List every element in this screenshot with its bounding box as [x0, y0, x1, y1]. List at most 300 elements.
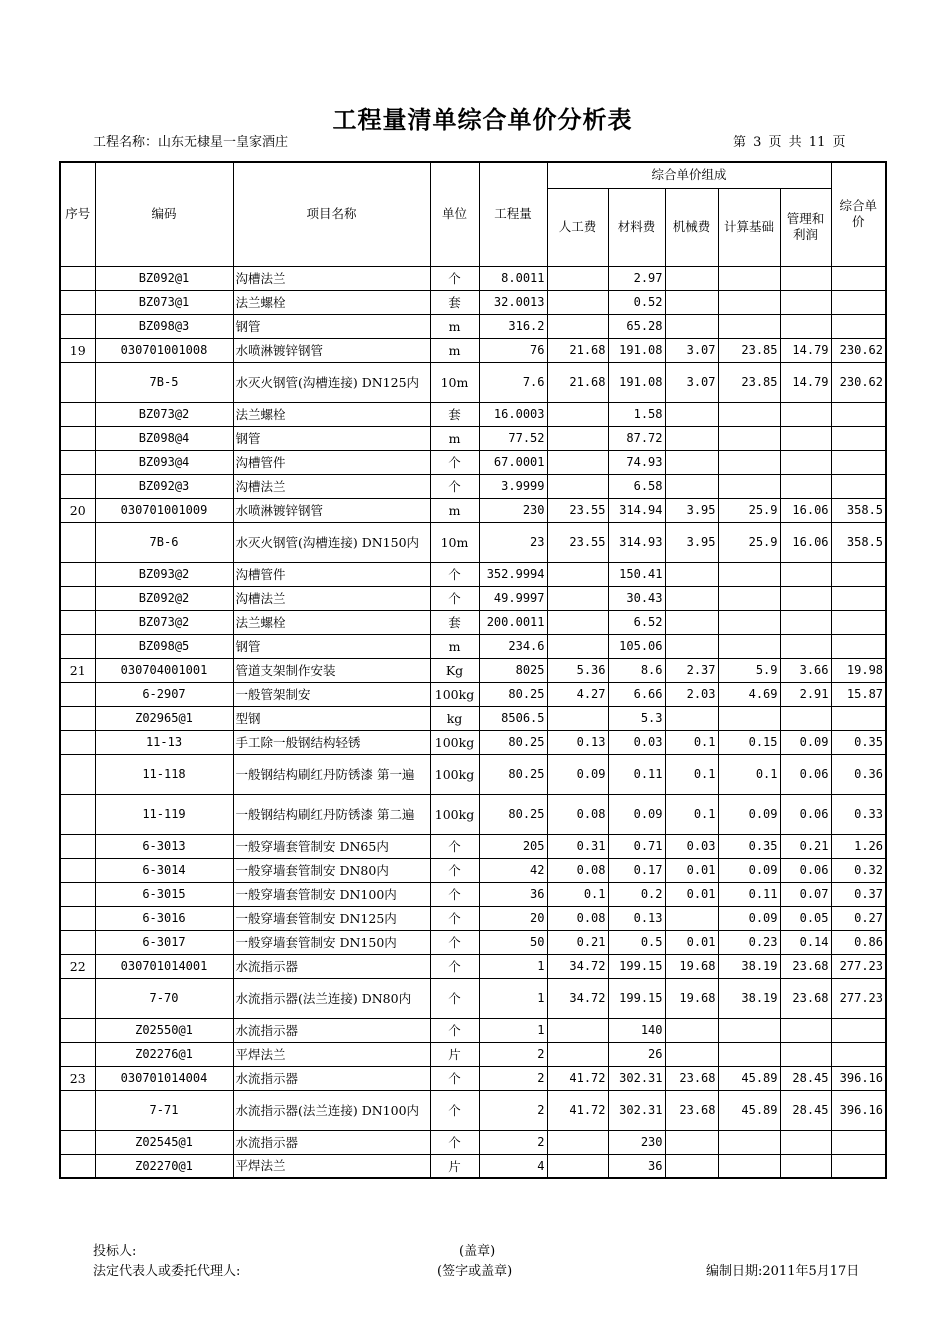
total-cell [831, 634, 886, 658]
machine-cell [665, 634, 718, 658]
name-cell: 一般管架制安 [233, 682, 430, 706]
unit-cell: 片 [430, 1154, 479, 1178]
material-cell: 191.08 [608, 362, 665, 402]
mgmt-cell [780, 706, 831, 730]
unit-cell: m [430, 498, 479, 522]
seq-cell [60, 586, 95, 610]
seq-cell [60, 906, 95, 930]
table-row [60, 954, 886, 978]
material-cell: 6.58 [608, 474, 665, 498]
base-cell: 38.19 [718, 954, 780, 978]
name-cell: 一般钢结构刷红丹防锈漆 第一遍 [233, 754, 430, 794]
sign-label: (签字或盖章) [437, 1264, 513, 1279]
seq-cell [60, 402, 95, 426]
base-cell: 38.19 [718, 978, 780, 1018]
code-cell: 6-3013 [95, 834, 233, 858]
qty-cell: 42 [479, 858, 547, 882]
labor-cell: 34.72 [547, 978, 608, 1018]
table-row [60, 610, 886, 634]
base-cell: 45.89 [718, 1090, 780, 1130]
header-machine: 机械费 [665, 188, 718, 266]
base-cell: 4.69 [718, 682, 780, 706]
code-cell: 6-3014 [95, 858, 233, 882]
base-cell [718, 314, 780, 338]
seq-cell [60, 730, 95, 754]
mgmt-cell: 23.68 [780, 978, 831, 1018]
code-cell: 6-3016 [95, 906, 233, 930]
table-row [60, 426, 886, 450]
material-cell: 0.09 [608, 794, 665, 834]
material-cell: 0.5 [608, 930, 665, 954]
qty-cell: 67.0001 [479, 450, 547, 474]
labor-cell: 21.68 [547, 338, 608, 362]
labor-cell [547, 266, 608, 290]
code-cell: BZ098@5 [95, 634, 233, 658]
total-cell: 396.16 [831, 1090, 886, 1130]
qty-cell: 32.0013 [479, 290, 547, 314]
base-cell [718, 426, 780, 450]
code-cell: Z02270@1 [95, 1154, 233, 1178]
base-cell: 0.1 [718, 754, 780, 794]
name-cell: 水流指示器 [233, 1066, 430, 1090]
unit-cell: 100kg [430, 730, 479, 754]
machine-cell: 2.37 [665, 658, 718, 682]
material-cell: 199.15 [608, 954, 665, 978]
mgmt-cell [780, 474, 831, 498]
labor-cell: 5.36 [547, 658, 608, 682]
material-cell: 6.52 [608, 610, 665, 634]
unit-cell: 10m [430, 522, 479, 562]
labor-cell [547, 562, 608, 586]
qty-cell: 2 [479, 1066, 547, 1090]
name-cell: 水喷淋镀锌钢管 [233, 338, 430, 362]
material-cell: 26 [608, 1042, 665, 1066]
labor-cell [547, 450, 608, 474]
table-row [60, 882, 886, 906]
mgmt-cell [780, 402, 831, 426]
code-cell: BZ092@2 [95, 586, 233, 610]
material-cell: 87.72 [608, 426, 665, 450]
qty-cell: 352.9994 [479, 562, 547, 586]
table-row [60, 730, 886, 754]
code-cell: BZ073@2 [95, 402, 233, 426]
base-cell: 25.9 [718, 522, 780, 562]
machine-cell [665, 1018, 718, 1042]
name-cell: 一般穿墙套管制安 DN65内 [233, 834, 430, 858]
labor-cell: 0.21 [547, 930, 608, 954]
table-row [60, 754, 886, 794]
base-cell: 0.35 [718, 834, 780, 858]
material-cell: 0.71 [608, 834, 665, 858]
unit-cell: 个 [430, 834, 479, 858]
name-cell: 水流指示器(法兰连接) DN80内 [233, 978, 430, 1018]
unit-cell: 个 [430, 1130, 479, 1154]
qty-cell: 8506.5 [479, 706, 547, 730]
seq-cell [60, 1090, 95, 1130]
table-row [60, 1154, 886, 1178]
seq-cell [60, 1018, 95, 1042]
table-row [60, 706, 886, 730]
table-row [60, 362, 886, 402]
material-cell: 1.58 [608, 402, 665, 426]
material-cell: 30.43 [608, 586, 665, 610]
table-row [60, 682, 886, 706]
code-cell: 11-119 [95, 794, 233, 834]
labor-cell: 4.27 [547, 682, 608, 706]
machine-cell: 0.01 [665, 858, 718, 882]
code-cell: 7B-6 [95, 522, 233, 562]
code-cell: 030701014001 [95, 954, 233, 978]
labor-cell: 0.08 [547, 858, 608, 882]
code-cell: 7-71 [95, 1090, 233, 1130]
mgmt-cell [780, 1042, 831, 1066]
unit-cell: 片 [430, 1042, 479, 1066]
seq-cell [60, 978, 95, 1018]
material-cell: 0.17 [608, 858, 665, 882]
base-cell [718, 1018, 780, 1042]
name-cell: 水流指示器 [233, 954, 430, 978]
code-cell: Z02965@1 [95, 706, 233, 730]
total-cell [831, 266, 886, 290]
unit-cell: 个 [430, 858, 479, 882]
labor-cell [547, 706, 608, 730]
total-cell [831, 290, 886, 314]
table-row [60, 834, 886, 858]
table-row [60, 978, 886, 1018]
code-cell: BZ092@1 [95, 266, 233, 290]
seq-cell [60, 634, 95, 658]
name-cell: 沟槽管件 [233, 450, 430, 474]
table-row [60, 1018, 886, 1042]
name-cell: 一般穿墙套管制安 DN80内 [233, 858, 430, 882]
qty-cell: 234.6 [479, 634, 547, 658]
total-cell: 358.5 [831, 522, 886, 562]
code-cell: BZ093@2 [95, 562, 233, 586]
name-cell: 沟槽管件 [233, 562, 430, 586]
unit-cell: 个 [430, 930, 479, 954]
labor-cell: 21.68 [547, 362, 608, 402]
base-cell: 0.11 [718, 882, 780, 906]
material-cell: 65.28 [608, 314, 665, 338]
mgmt-cell [780, 562, 831, 586]
labor-cell: 0.13 [547, 730, 608, 754]
name-cell: 钢管 [233, 314, 430, 338]
unit-cell: m [430, 426, 479, 450]
qty-cell: 36 [479, 882, 547, 906]
total-cell [831, 402, 886, 426]
material-cell: 0.11 [608, 754, 665, 794]
base-cell [718, 450, 780, 474]
table-row [60, 562, 886, 586]
code-cell: Z02276@1 [95, 1042, 233, 1066]
header-mgmt: 管理和利润 [780, 188, 831, 266]
unit-cell: kg [430, 706, 479, 730]
labor-cell: 0.09 [547, 754, 608, 794]
code-cell: BZ073@2 [95, 610, 233, 634]
qty-cell: 4 [479, 1154, 547, 1178]
table-row [60, 450, 886, 474]
machine-cell [665, 906, 718, 930]
qty-cell: 80.25 [479, 794, 547, 834]
name-cell: 水灭火钢管(沟槽连接) DN150内 [233, 522, 430, 562]
bidder-label: 投标人: [93, 1244, 137, 1259]
name-cell: 管道支架制作安装 [233, 658, 430, 682]
seq-cell [60, 858, 95, 882]
total-cell: 1.26 [831, 834, 886, 858]
name-cell: 平焊法兰 [233, 1042, 430, 1066]
header-base: 计算基础 [718, 188, 780, 266]
table-row [60, 634, 886, 658]
code-cell: 6-2907 [95, 682, 233, 706]
name-cell: 沟槽法兰 [233, 474, 430, 498]
name-cell: 水流指示器 [233, 1130, 430, 1154]
total-cell: 0.35 [831, 730, 886, 754]
labor-cell: 23.55 [547, 498, 608, 522]
unit-cell: 100kg [430, 794, 479, 834]
header-name: 项目名称 [233, 162, 430, 266]
name-cell: 型钢 [233, 706, 430, 730]
mgmt-cell: 0.07 [780, 882, 831, 906]
seq-cell [60, 474, 95, 498]
base-cell [718, 1130, 780, 1154]
machine-cell [665, 706, 718, 730]
machine-cell: 3.95 [665, 522, 718, 562]
code-cell: 7B-5 [95, 362, 233, 402]
name-cell: 一般钢结构刷红丹防锈漆 第二遍 [233, 794, 430, 834]
machine-cell: 19.68 [665, 978, 718, 1018]
seq-cell [60, 426, 95, 450]
base-cell: 23.85 [718, 362, 780, 402]
labor-cell [547, 402, 608, 426]
labor-cell [547, 634, 608, 658]
code-cell: 030701014004 [95, 1066, 233, 1090]
table-header [60, 162, 886, 266]
machine-cell [665, 1130, 718, 1154]
code-cell: BZ098@4 [95, 426, 233, 450]
material-cell: 314.94 [608, 498, 665, 522]
code-cell: 6-3017 [95, 930, 233, 954]
material-cell: 36 [608, 1154, 665, 1178]
unit-cell: 个 [430, 474, 479, 498]
total-cell: 358.5 [831, 498, 886, 522]
machine-cell [665, 1042, 718, 1066]
labor-cell [547, 474, 608, 498]
unit-cell: 个 [430, 1066, 479, 1090]
seq-cell [60, 682, 95, 706]
seq-cell [60, 314, 95, 338]
unit-cell: 套 [430, 290, 479, 314]
mgmt-cell [780, 426, 831, 450]
qty-cell: 23 [479, 522, 547, 562]
seq-cell [60, 610, 95, 634]
total-cell: 396.16 [831, 1066, 886, 1090]
total-cell [831, 314, 886, 338]
total-cell [831, 610, 886, 634]
unit-cell: 个 [430, 882, 479, 906]
seq-cell [60, 1130, 95, 1154]
total-cell: 0.32 [831, 858, 886, 882]
code-cell: BZ073@1 [95, 290, 233, 314]
mgmt-cell: 14.79 [780, 362, 831, 402]
material-cell: 74.93 [608, 450, 665, 474]
qty-cell: 49.9997 [479, 586, 547, 610]
qty-cell: 2 [479, 1042, 547, 1066]
table-body [60, 266, 886, 1178]
header-material: 材料费 [608, 188, 665, 266]
header-price-composition: 综合单价组成 [547, 162, 831, 188]
base-cell [718, 634, 780, 658]
material-cell: 2.97 [608, 266, 665, 290]
name-cell: 沟槽法兰 [233, 586, 430, 610]
unit-cell: 个 [430, 450, 479, 474]
unit-cell: 个 [430, 906, 479, 930]
total-cell: 230.62 [831, 362, 886, 402]
code-cell: BZ098@3 [95, 314, 233, 338]
name-cell: 水喷淋镀锌钢管 [233, 498, 430, 522]
code-cell: 030704001001 [95, 658, 233, 682]
unit-cell: 个 [430, 562, 479, 586]
project-name: 工程名称：山东无棣星一皇家酒庄 [93, 135, 289, 150]
base-cell [718, 706, 780, 730]
header-qty: 工程量 [479, 162, 547, 266]
qty-cell: 230 [479, 498, 547, 522]
labor-cell [547, 610, 608, 634]
total-cell [831, 1154, 886, 1178]
mgmt-cell: 0.06 [780, 754, 831, 794]
material-cell: 150.41 [608, 562, 665, 586]
material-cell: 140 [608, 1018, 665, 1042]
table-row [60, 522, 886, 562]
name-cell: 一般穿墙套管制安 DN125内 [233, 906, 430, 930]
material-cell: 5.3 [608, 706, 665, 730]
mgmt-cell [780, 266, 831, 290]
base-cell: 25.9 [718, 498, 780, 522]
base-cell [718, 290, 780, 314]
total-cell: 277.23 [831, 954, 886, 978]
unit-cell: 个 [430, 586, 479, 610]
total-cell [831, 706, 886, 730]
labor-cell [547, 290, 608, 314]
name-cell: 法兰螺栓 [233, 610, 430, 634]
total-cell: 0.33 [831, 794, 886, 834]
machine-cell: 23.68 [665, 1090, 718, 1130]
total-cell [831, 1018, 886, 1042]
base-cell: 0.23 [718, 930, 780, 954]
seq-cell: 19 [60, 338, 95, 362]
code-cell: 030701001008 [95, 338, 233, 362]
base-cell: 5.9 [718, 658, 780, 682]
machine-cell [665, 1154, 718, 1178]
legal-rep-label: 法定代表人或委托代理人: [93, 1264, 241, 1279]
name-cell: 平焊法兰 [233, 1154, 430, 1178]
machine-cell [665, 426, 718, 450]
total-cell: 15.87 [831, 682, 886, 706]
page-title: 工程量清单综合单价分析表 [332, 105, 633, 134]
material-cell: 105.06 [608, 634, 665, 658]
mgmt-cell [780, 314, 831, 338]
header-seq: 序号 [60, 162, 95, 266]
qty-cell: 2 [479, 1090, 547, 1130]
seq-cell: 22 [60, 954, 95, 978]
qty-cell: 20 [479, 906, 547, 930]
total-cell: 19.98 [831, 658, 886, 682]
mgmt-cell: 28.45 [780, 1066, 831, 1090]
code-cell: 6-3015 [95, 882, 233, 906]
mgmt-cell: 0.09 [780, 730, 831, 754]
mgmt-cell [780, 610, 831, 634]
code-cell: 030701001009 [95, 498, 233, 522]
name-cell: 水灭火钢管(沟槽连接) DN125内 [233, 362, 430, 402]
name-cell: 一般穿墙套管制安 DN150内 [233, 930, 430, 954]
mgmt-cell [780, 1154, 831, 1178]
mgmt-cell: 16.06 [780, 522, 831, 562]
machine-cell: 19.68 [665, 954, 718, 978]
code-cell: 7-70 [95, 978, 233, 1018]
table-row [60, 266, 886, 290]
qty-cell: 80.25 [479, 730, 547, 754]
name-cell: 法兰螺栓 [233, 402, 430, 426]
qty-cell: 316.2 [479, 314, 547, 338]
material-cell: 199.15 [608, 978, 665, 1018]
total-cell [831, 426, 886, 450]
mgmt-cell [780, 290, 831, 314]
name-cell: 法兰螺栓 [233, 290, 430, 314]
analysis-table [59, 161, 887, 1179]
name-cell: 水流指示器 [233, 1018, 430, 1042]
total-cell: 230.62 [831, 338, 886, 362]
machine-cell: 0.03 [665, 834, 718, 858]
total-cell [831, 1130, 886, 1154]
table-row [60, 658, 886, 682]
unit-cell: 个 [430, 1018, 479, 1042]
labor-cell [547, 586, 608, 610]
table-row [60, 474, 886, 498]
material-cell: 314.93 [608, 522, 665, 562]
total-cell: 0.37 [831, 882, 886, 906]
qty-cell: 1 [479, 978, 547, 1018]
seq-cell [60, 266, 95, 290]
mgmt-cell: 0.06 [780, 794, 831, 834]
table-row [60, 906, 886, 930]
qty-cell: 205 [479, 834, 547, 858]
header-unit: 单位 [430, 162, 479, 266]
total-cell [831, 474, 886, 498]
labor-cell [547, 1130, 608, 1154]
page-info: 第 3 页 共 11 页 [733, 135, 846, 150]
unit-cell: 100kg [430, 754, 479, 794]
qty-cell: 77.52 [479, 426, 547, 450]
mgmt-cell: 23.68 [780, 954, 831, 978]
unit-cell: 个 [430, 1090, 479, 1130]
table-row [60, 338, 886, 362]
seq-cell [60, 754, 95, 794]
name-cell: 钢管 [233, 426, 430, 450]
name-cell: 手工除一般钢结构轻锈 [233, 730, 430, 754]
seq-cell [60, 522, 95, 562]
base-cell [718, 1154, 780, 1178]
unit-cell: 套 [430, 610, 479, 634]
machine-cell [665, 586, 718, 610]
seq-cell [60, 362, 95, 402]
table-row [60, 314, 886, 338]
name-cell: 沟槽法兰 [233, 266, 430, 290]
qty-cell: 80.25 [479, 754, 547, 794]
seq-cell [60, 450, 95, 474]
labor-cell [547, 1154, 608, 1178]
qty-cell: 50 [479, 930, 547, 954]
base-cell [718, 474, 780, 498]
name-cell: 钢管 [233, 634, 430, 658]
